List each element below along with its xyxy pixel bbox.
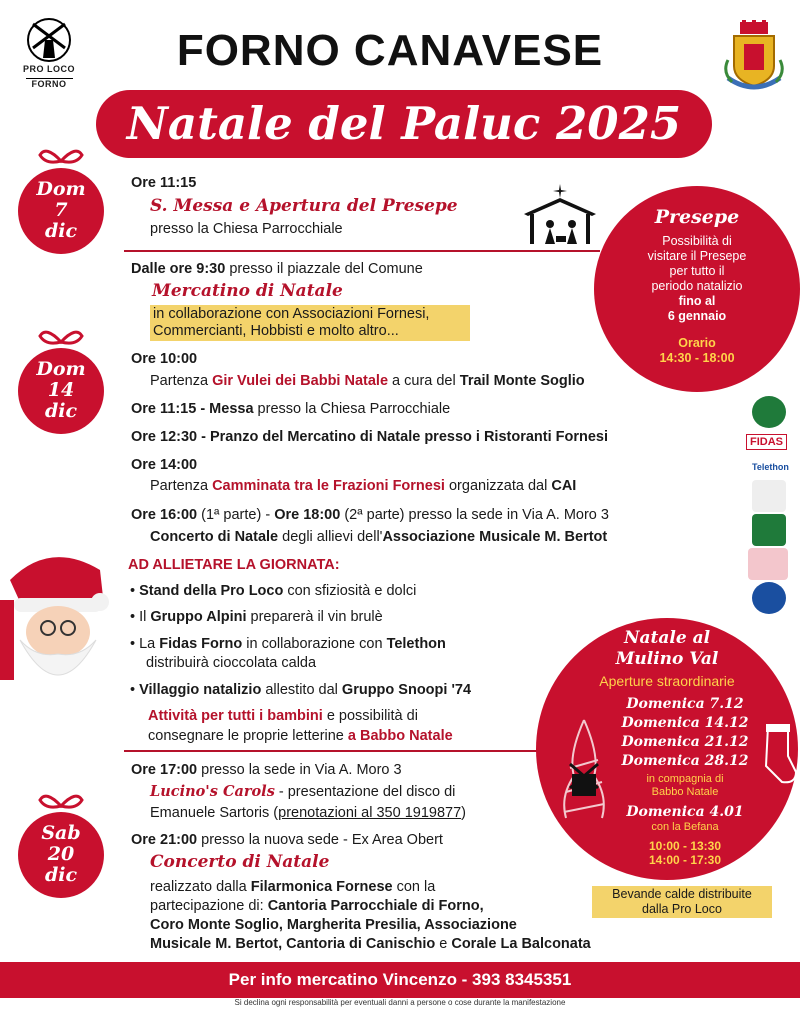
sponsor-logo-blue bbox=[752, 582, 786, 614]
ore-1000: Ore 10:00 bbox=[131, 351, 198, 367]
sponsor-logo-green bbox=[752, 514, 786, 546]
concerto-natale-title: Concerto di Natale bbox=[150, 852, 330, 872]
date-number: 14 bbox=[47, 379, 75, 401]
camminata-line: Partenza Camminata tra le Frazioni Fornesi organizzata dal CAI bbox=[150, 478, 577, 494]
alpini-logo bbox=[752, 396, 786, 428]
pranzo-line: Ore 12:30 - Pranzo del Mercatino di Natale presso i Ristoranti Fornesi bbox=[131, 429, 609, 445]
bullet-pro-loco: • Stand della Pro Loco con sfiziosità e dolci bbox=[130, 583, 417, 599]
attivita-line2: consegnare le proprie letterine a Babbo Natale bbox=[148, 728, 453, 744]
pro-loco-logo bbox=[12, 18, 86, 94]
date-day: Dom bbox=[36, 178, 86, 200]
presepe-text: visitare il Presepe bbox=[647, 249, 747, 263]
presepe-text: per tutto il bbox=[669, 264, 725, 278]
mulino-hours: 14:00 - 17:30 bbox=[648, 853, 722, 867]
mulino-date: Domenica 14.12 bbox=[621, 715, 749, 731]
bow-icon bbox=[36, 328, 86, 350]
dom7-time: Ore 11:15 bbox=[131, 175, 197, 191]
dom7-title: S. Messa e Apertura del Presepe bbox=[150, 196, 458, 216]
nativity-icon bbox=[520, 180, 600, 246]
date-day: Dom bbox=[36, 358, 86, 380]
town-crest bbox=[722, 20, 786, 94]
bullet-villaggio: • Villaggio natalizio allestito dal Gruppo Snoopi '74 bbox=[130, 682, 472, 698]
mercatino-note: in collaborazione con Associazioni Fornesi, Commercianti, Hobbisti e molto altro... bbox=[150, 305, 470, 341]
logo-text-bottom: FORNO bbox=[26, 78, 73, 89]
sponsor-logo bbox=[748, 548, 788, 580]
concerto-line: Concerto di Natale degli allievi dell'Associazione Musicale M. Bertot bbox=[150, 529, 608, 545]
carols-line2: Emanuele Sartoris (prenotazioni al 350 1919877) bbox=[150, 805, 466, 821]
bullet-fidas: • La Fidas Forno in collaborazione con Telethon bbox=[130, 636, 446, 652]
town-title: FORNO CANAVESE bbox=[176, 26, 604, 75]
presepe-text: periodo natalizio bbox=[651, 279, 743, 293]
concerto-desc4: Musicale M. Bertot, Cantoria di Canischio e Corale La Balconata bbox=[150, 936, 591, 952]
bullet-fidas-line2: distribuirà cioccolata calda bbox=[146, 655, 317, 671]
mulino-compagnia: Babbo Natale bbox=[651, 786, 719, 798]
presepe-text: 6 gennaio bbox=[667, 309, 727, 323]
concerto-desc3: Coro Monte Soglio, Margherita Presilia, Associazione bbox=[150, 917, 517, 933]
concerto-desc2: partecipazione di: Cantoria Parrocchiale di Forno, bbox=[150, 898, 484, 914]
bow-icon bbox=[36, 147, 86, 169]
presepe-title: Presepe bbox=[654, 206, 740, 228]
footer-info-bar: Per info mercatino Vincenzo - 393 8345351 bbox=[0, 962, 800, 998]
date-ornament-dom-14 bbox=[18, 348, 104, 434]
date-month: dic bbox=[44, 864, 78, 886]
mulino-befana: con la Befana bbox=[651, 821, 719, 833]
attivita-line1: Attività per tutti i bambini e possibilità di bbox=[148, 708, 418, 724]
sab-ore-1700: Ore 17:00 presso la sede in Via A. Moro 3 bbox=[131, 762, 402, 778]
mulino-subtitle: Aperture straordinarie bbox=[599, 673, 735, 689]
fidas-logo: FIDAS bbox=[746, 434, 787, 450]
telethon-logo: Telethon bbox=[752, 462, 789, 472]
date-ornament-sab-20 bbox=[18, 812, 104, 898]
separator bbox=[124, 250, 600, 252]
carols-line: Lucino's Carols - presentazione del disco di bbox=[150, 783, 456, 800]
sab-ore-2100: Ore 21:00 presso la nuova sede - Ex Area Obert bbox=[131, 832, 443, 848]
mulino-date: Domenica 28.12 bbox=[621, 753, 749, 769]
bevande-note: Bevande calde distribuite dalla Pro Loco bbox=[592, 886, 772, 918]
mercatino-title: Mercatino di Natale bbox=[152, 281, 343, 301]
mulino-hours: 10:00 - 13:30 bbox=[648, 839, 722, 853]
presepe-hours: 14:30 - 18:00 bbox=[659, 351, 735, 365]
concerto-time-line: Ore 16:00 (1ª parte) - Ore 18:00 (2ª parte) presso la sede in Via A. Moro 3 bbox=[131, 507, 609, 523]
date-month: dic bbox=[44, 220, 78, 242]
messa-line: Ore 11:15 - Messa presso la Chiesa Parrocchiale bbox=[131, 401, 451, 417]
cai-logo bbox=[752, 480, 786, 512]
date-number: 7 bbox=[54, 199, 68, 221]
concerto-desc1: realizzato dalla Filarmonica Fornese con la bbox=[150, 879, 436, 895]
gir-vulei-line: Partenza Gir Vulei dei Babbi Natale a cura del Trail Monte Soglio bbox=[150, 373, 585, 389]
presepe-orario-label: Orario bbox=[678, 336, 716, 350]
mercatino-time: Dalle ore 9:30 presso il piazzale del Comune bbox=[131, 261, 423, 277]
logo-text-top: PRO LOCO bbox=[22, 64, 75, 74]
bottom-edge bbox=[0, 1012, 800, 1024]
presepe-info-circle bbox=[594, 186, 800, 392]
presepe-text: Possibilità di bbox=[662, 234, 732, 248]
bullet-alpini: • Il Gruppo Alpini preparerà il vin brulè bbox=[130, 609, 383, 625]
date-number: 20 bbox=[47, 843, 75, 865]
bow-icon bbox=[36, 792, 86, 814]
separator bbox=[124, 750, 544, 752]
date-day: Sab bbox=[41, 822, 81, 844]
allietare-heading: AD ALLIETARE LA GIORNATA: bbox=[128, 557, 340, 573]
presepe-text: fino al bbox=[678, 294, 716, 308]
date-ornament-dom-7 bbox=[18, 168, 104, 254]
ore-1400: Ore 14:00 bbox=[131, 457, 198, 473]
event-title-banner: Natale del Paluc 2025 bbox=[96, 90, 712, 158]
mulino-date: Domenica 4.01 bbox=[626, 804, 744, 820]
dom7-place: presso la Chiesa Parrocchiale bbox=[150, 221, 343, 237]
christmas-tree-icon bbox=[554, 716, 614, 826]
santa-illustration bbox=[0, 540, 110, 690]
disclaimer: Si declina ogni responsabilità per eventuali danni a persone o cose durante la manifestazione bbox=[234, 998, 566, 1007]
windmill-icon bbox=[23, 18, 75, 64]
mulino-title: Mulino Val bbox=[615, 649, 719, 669]
mulino-date: Domenica 7.12 bbox=[626, 696, 744, 712]
date-month: dic bbox=[44, 400, 78, 422]
stocking-icon bbox=[758, 720, 798, 790]
mulino-compagnia: in compagnia di bbox=[646, 773, 724, 785]
mulino-title: Natale al bbox=[623, 628, 711, 648]
mulino-date: Domenica 21.12 bbox=[621, 734, 749, 750]
